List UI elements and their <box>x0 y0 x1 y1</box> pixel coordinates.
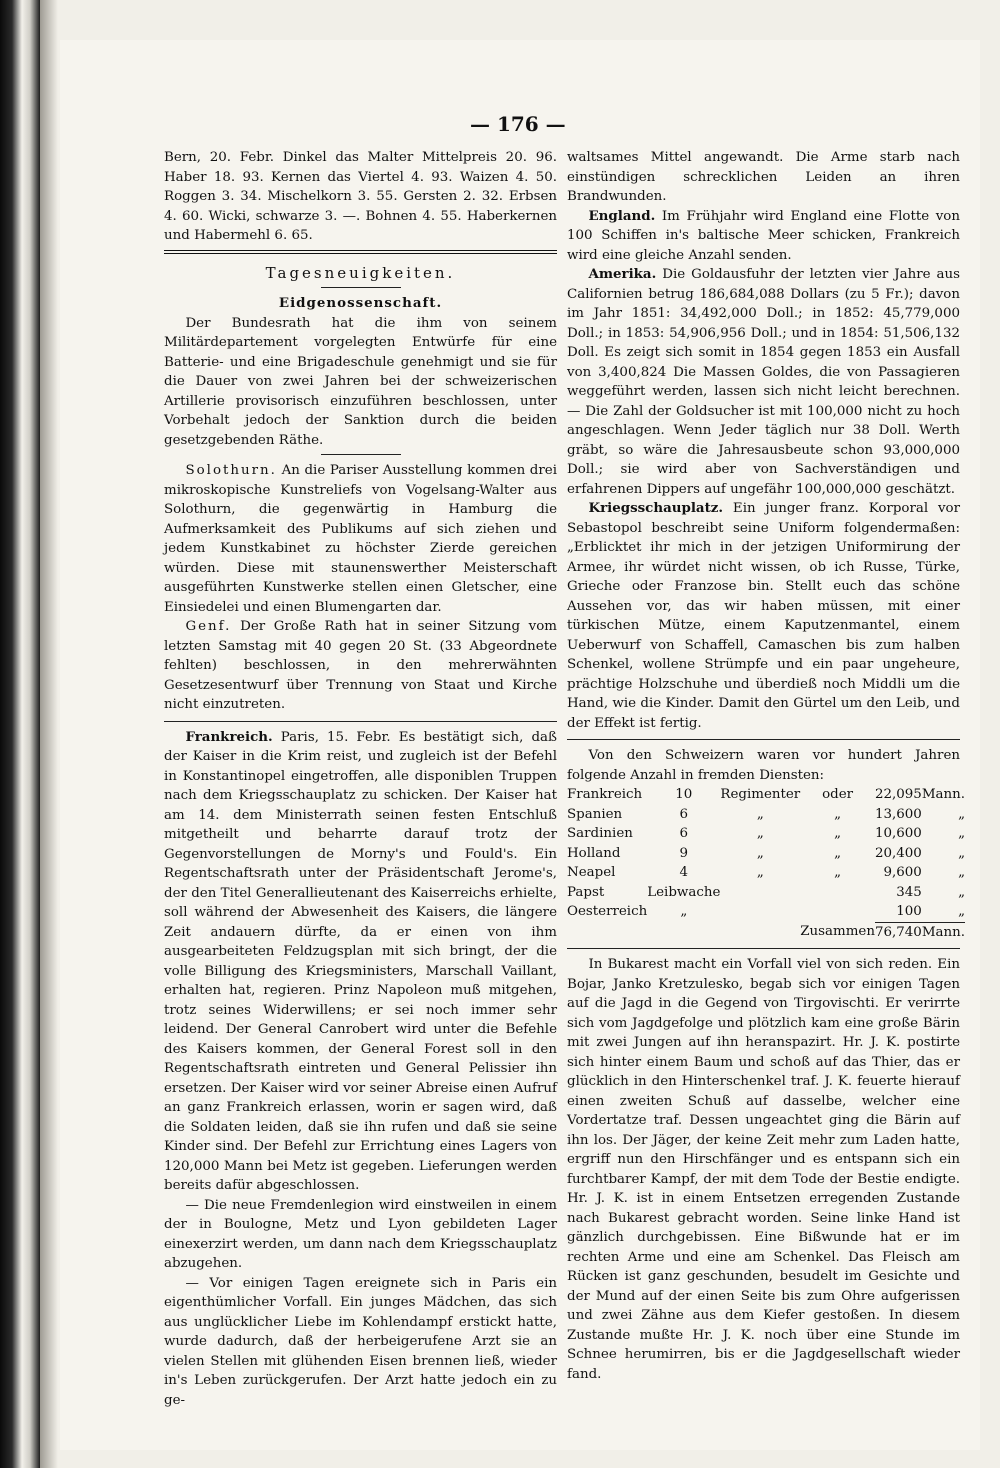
vorfall-article: — Vor einigen Tagen ereignete sich in Paris ein eigenthümlicher Vorfall. Ein junges Mädchen, das sich aus unglücklicher Liebe im Kohlendampf erstickt hatte, wurde dadurch, daß der herbeigerufene Arzt sie an vielen Stellen mit glühenden Eisen brennen ließ, wieder in's Leben zurückgerufen. Der Arzt hatte jedoch ein zu ge- <box>164 1275 557 1408</box>
cell-mann: Mann. <box>921 787 966 802</box>
cell-mann: „ <box>958 806 966 822</box>
cell-country: Holland <box>567 845 621 861</box>
cell-oder: „ <box>834 826 842 841</box>
solothurn-article <box>164 461 557 617</box>
cell-num: „ <box>680 904 688 920</box>
cell-oder: oder <box>822 787 854 802</box>
cell-mann: „ <box>958 826 966 841</box>
cell-country: Frankreich <box>567 787 643 802</box>
cell-oder: „ <box>834 865 842 880</box>
eidgenossenschaft-heading: Eidgenossenschaft. <box>278 295 443 311</box>
divider <box>567 739 960 740</box>
continuation-text: waltsames Mittel angewandt. Die Arme starb nach einstündigen schrecklichen Leiden an ihren Brandwunden. <box>567 150 960 204</box>
divider <box>567 948 960 949</box>
schweizer-intro: Von den Schweizern waren vor hundert Jahren folgende Anzahl in fremden Diensten: <box>567 748 960 783</box>
divider <box>164 721 557 722</box>
cell-unit: Regimenter <box>720 787 801 802</box>
table-row <box>567 805 965 825</box>
cell-men: 13,600 <box>874 806 922 822</box>
cell-men: 10,600 <box>874 826 922 841</box>
page-number: — 176 — <box>470 112 566 136</box>
short-divider <box>321 287 401 288</box>
cell-men: 9,600 <box>883 865 922 880</box>
table-row <box>567 883 965 903</box>
cell-mann: „ <box>958 904 966 919</box>
table-row <box>567 785 965 805</box>
book-spine <box>0 0 40 1468</box>
amerika-heading: Amerika. <box>588 266 657 282</box>
kriegsschauplatz-article <box>567 499 960 733</box>
total-value: 76,740 <box>875 922 922 942</box>
kriegsschauplatz-heading: Kriegsschauplatz. <box>588 500 724 516</box>
cell-men: 22,095 <box>874 787 922 802</box>
frankreich-text: Paris, 15. Febr. Es bestätigt sich, daß der Kaiser in die Krim reist, und zugleich ist der Befehl in Konstantinopel eingetroffen, alle disponiblen Truppen nach dem Kriegsschauplatz zu schicken. Der Kaiser hat am 14. dem Ministerrath seinen festen Entschluß mitgetheilt und beharrte darauf trotz der Gegenvorstellungen de Morny's und Fould's. Ein Regentschaftsrath unter der Präsidentschaft Jerome's, der den Titel Generallieutenant des Kaiserreichs erhielte, soll während der Abwesenheit des Kaisers, die längere Zeit andauern dürfte, da er einen von ihm ausgearbeiteten Feldzugsplan mit sich bringt, der die volle Billigung des Kriegsministers, Marschall Vaillant, erhalten hat, regieren. Prinz Napoleon muß mitgehen, trotz seines Widerwillens; er sei noch immer sehr leidend. Der General Canrobert wird unter die Befehle des Kaisers kommen, der General Forest soll in den Regentschaftsrath eintreten und General Pelissier ihn ersetzen. Der Kaiser wird vor seiner Abreise einen Aufruf an ganz Frankreich erlassen, worin er sagen wird, daß die Soldaten leiden, daß sie ihn rufen und daß sie seine Kinder sind. Der Befehl zur Errichtung eines Lagers von 120,000 Mann bei Metz ist gegeben. Lieferungen werden bereits dafür abgeschlossen. <box>164 729 557 1193</box>
total-row <box>567 922 965 942</box>
total-unit: Mann. <box>922 922 965 942</box>
eidgenossenschaft-article: Der Bundesrath hat die ihm von seinem Militärdepartement vorgelegten Entwürfe für eine Batterie- und eine Brigadeschule genehmigt und sie für die Dauer von zwei Jahren bei der schweizerischen Artillerie provisorisch einzuführen beschlossen, unter Vorbehalt jedoch der Sanktion durch die beiden gesetzgebenden Räthe. <box>164 315 557 448</box>
cell-oder: „ <box>834 806 842 822</box>
cell-num: 4 <box>679 865 689 880</box>
table-row <box>567 824 965 844</box>
cell-country: Papst <box>567 884 605 900</box>
cell-mann: „ <box>958 884 966 900</box>
solothurn-text: An die Pariser Ausstellung kommen drei mikroskopische Kunstreliefs von Vogelsang-Walter aus Solothurn, die gegenwärtig in Hamburg die Aufmerksamkeit des Publikums auf sich ziehen und jedem Kunstkabinet zu höchster Zierde gereichen würden. Diese mit staunenswerther Meisterschaft ausgeführten Kunstwerke stellen einen Gletscher, eine Einsiedelei und einen Blumengarten dar. <box>164 463 557 615</box>
cell-country: Neapel <box>567 865 616 880</box>
table-row <box>567 863 965 883</box>
cell-men: 100 <box>896 904 922 919</box>
cell-num: 6 <box>679 806 689 822</box>
frankreich-article <box>164 728 557 1196</box>
cell-oder <box>800 902 875 922</box>
left-column <box>164 148 557 1410</box>
cell-num: 10 <box>675 787 693 802</box>
bukarest-article: In Bukarest macht ein Vorfall viel von sich reden. Ein Bojar, Janko Kretzulesko, begab sich vor einigen Tagen auf die Jagd in die Gegend von Tirgovischti. Er verirrte sich vom Jagdgefolge und plötzlich kam eine große Bärin mit zwei Jungen auf ihn heranspazirt. Hr. J. K. postirte sich hinter einem Baum und schoß auf das Thier, das er glücklich in den Hinterschenkel traf. J. K. feuerte hierauf einen zweiten Schuß auf dasselbe, welcher eine Vordertatze traf. Dessen ungeachtet ging die Bärin auf ihn los. Der Jäger, der keine Zeit mehr zum Laden hatte, ergriff nun den Hirschfänger und es entspann sich ein furchtbarer Kampf, der mit dem Tode der Bestie endigte. Hr. J. K. ist in einem Entsetzen erregenden Zustande nach Bukarest gebracht worden. Seine linke Hand ist gänzlich durchgebissen. Eine Bißwunde hat er im rechten Arme und eine am Schenkel. Das Fleisch am Rücken ist ganz geschunden, besudelt im Gesichte und der Mund auf der einen Seite bis zum Ohre aufgerissen und zwei Zähne aus dem Kiefer gestoßen. In diesem Zustande mußte Hr. J. K. noch über eine Stunde im Schnee herumirren, bis er die Jagdgesellschaft wieder fand. <box>567 957 960 1382</box>
right-column <box>567 148 966 1384</box>
frankreich-heading: Frankreich. <box>185 728 273 745</box>
cell-num: Leibwache <box>647 884 721 900</box>
cell-unit: „ <box>756 845 764 861</box>
market-report: Bern, 20. Febr. Dinkel das Malter Mittelpreis 20. 96. Haber 18. 93. Kernen das Viertel 4. 93. Waizen 4. 50. Roggen 3. 34. Mischelkorn 3. 55. Gersten 2. 32. Erbsen 4. 60. Wicki, schwarze 3. —. Bohnen 4. 55. Haberkernen und Habermehl 6. 65. <box>164 150 557 243</box>
england-heading: England. <box>588 207 656 224</box>
cell-men: 345 <box>896 884 922 900</box>
table-row <box>567 902 965 922</box>
swiss-service-table <box>567 785 965 942</box>
cell-unit: „ <box>756 865 764 880</box>
cell-unit: „ <box>756 806 764 822</box>
section-title: Tagesneuigkeiten. <box>265 263 456 282</box>
cell-mann: „ <box>958 845 966 861</box>
cell-country: Sardinien <box>567 826 633 841</box>
total-label: Zusammen <box>800 924 875 940</box>
england-text: Im Frühjahr wird England eine Flotte von 100 Schiffen in's baltische Meer schicken, Frankreich wird eine gleiche Anzahl senden. <box>567 208 960 263</box>
cell-country: Spanien <box>567 806 623 822</box>
cell-country: Oesterreich <box>567 904 648 920</box>
cell-mann: „ <box>958 865 966 880</box>
kriegsschauplatz-text: Ein junger franz. Korporal vor Sebastopol beschreibt seine Uniform folgendermaßen: „Erblicktet ihr mich in der jetzigen Uniformirung der Armee, ihr würdet nicht wissen, ob ich Russe, Türke, Grieche oder Franzose bin. Stellt euch das schöne Aussehen vor, das wir haben müssen, mit einer türkischen Mütze, einem Kaputzenmantel, einem Ueberwurf von Schaffell, Camaschen bis zum halben Schenkel, wollene Strümpfe und ein paar ungeheure, prächtige Holzschuhe und überdieß noch Middli um die Hand, wie die Kinder. Damit den Gürtel um den Leib, und der Effekt ist fertig. <box>567 501 961 731</box>
genf-text: Der Große Rath hat in seiner Sitzung vom letzten Samstag mit 40 gegen 20 St. (33 Abgeordnete fehlten) beschlossen, in den mehrerwähnten Gesetzesentwurf über Trennung von Staat und Kirche nicht einzutreten. <box>164 619 557 712</box>
amerika-text: Die Goldausfuhr der letzten vier Jahre aus Californien betrug 186,684,088 Dollars (zu 5 Fr.); davon im Jahr 1851: 34,492,000 Doll.; in 1852: 45,779,000 Doll.; in 1853: 54,906,956 Doll.; und in 1854: 51,506,132 Doll. Es zeigt sich somit in 1854 gegen 1853 ein Ausfall von 3,400,824 Die Massen Goldes, die von Passagieren weggeführt werden, lassen sich nicht leicht berechnen. — Die Zahl der Goldsucher ist mit 100,000 nicht zu hoch angeschlagen. Wenn Jeder täglich nur 38 Doll. Werth gräbt, so wäre die Jahresausbeute schon 93,000,000 Doll.; sie wird aber von Sachverständigen und erfahrenen Dippers auf ungefähr 100,000,000 geschätzt. <box>567 267 960 497</box>
cell-men: 20,400 <box>874 845 922 861</box>
solothurn-place: Solothurn. <box>185 463 277 478</box>
cell-oder <box>800 883 875 903</box>
cell-unit <box>720 902 800 922</box>
amerika-article <box>567 265 960 499</box>
fremdenlegion-article: — Die neue Fremdenlegion wird einstweilen in einem der in Boulogne, Metz und Lyon gebildeten Lager einexerzirt werden, um dann nach dem Kriegsschauplatz abzugehen. <box>164 1197 557 1271</box>
england-article <box>567 207 960 266</box>
cell-unit: „ <box>756 826 764 841</box>
short-divider <box>321 454 401 455</box>
genf-article <box>164 617 557 715</box>
cell-num: 6 <box>679 826 689 841</box>
cell-oder: „ <box>834 845 842 861</box>
cell-unit <box>720 883 800 903</box>
table-row <box>567 844 965 864</box>
cell-num: 9 <box>679 845 689 861</box>
genf-place: Genf. <box>185 619 232 634</box>
double-divider <box>164 250 557 254</box>
